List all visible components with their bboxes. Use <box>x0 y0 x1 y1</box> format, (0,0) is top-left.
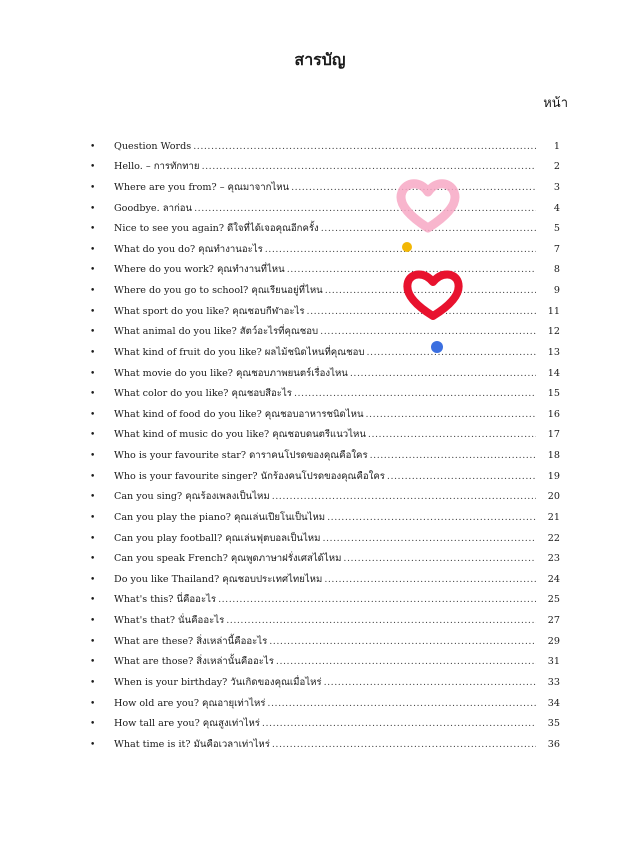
bullet-icon: • <box>90 574 96 585</box>
bullet-icon: • <box>90 182 96 193</box>
dot-leader <box>269 636 536 648</box>
toc-entry <box>90 215 560 236</box>
toc-entry <box>90 132 560 153</box>
bullet-icon: • <box>90 719 96 730</box>
toc-entry-page-number: 29 <box>547 635 560 647</box>
bullet-icon: • <box>90 512 96 523</box>
toc-entry <box>90 648 560 669</box>
toc-entry-page-number: 25 <box>547 594 560 606</box>
bullet-icon: • <box>90 616 96 626</box>
toc-entry-page-number: 4 <box>553 202 560 214</box>
toc-entry-title: Hello. – การทักทาย <box>114 161 200 173</box>
bullet-icon: • <box>90 306 96 317</box>
toc-entry-page-number: 7 <box>553 243 560 255</box>
toc-entry <box>90 380 560 401</box>
toc-entry <box>90 338 560 359</box>
toc-entry <box>90 318 560 339</box>
toc-entry-title: What are these? สิ่งเหล่านี้คืออะไร <box>114 635 268 647</box>
toc-entry <box>90 441 560 462</box>
toc-entry <box>90 689 560 710</box>
toc-entry-page-number: 11 <box>547 305 560 317</box>
bullet-icon: • <box>90 265 96 276</box>
toc-entry <box>90 359 560 380</box>
toc-entry-title: When is your birthday? วันเกิดของคุณเมื่อไหร่ <box>114 676 322 688</box>
toc-entry-page-number: 14 <box>547 367 560 379</box>
toc-entry-page-number: 8 <box>553 264 560 276</box>
toc-entry <box>90 297 560 318</box>
toc-entry-title: Do you like Thailand? คุณชอบประเทศไทยไหม <box>114 573 323 585</box>
toc-entry-title: What time is it? มันคือเวลาเท่าไหร่ <box>114 738 270 750</box>
toc-entry-page-number: 27 <box>547 615 560 626</box>
toc-entry-page-number: 33 <box>547 676 560 688</box>
bullet-icon: • <box>90 739 96 750</box>
toc-entry <box>90 483 560 504</box>
toc-entry-page-number: 1 <box>553 140 560 152</box>
toc-entry-title: What movie do you like? คุณชอบภาพยนตร์เรื่องไหน <box>114 367 348 379</box>
toc-entry-title: Who is your favourite singer? นักร้องคนโปรดของคุณคือใคร <box>114 470 385 482</box>
bullet-icon: • <box>90 451 96 461</box>
toc-entry <box>90 503 560 524</box>
toc-entry <box>90 235 560 256</box>
toc-entry-page-number: 35 <box>547 718 560 730</box>
bullet-icon: • <box>90 698 96 709</box>
toc-entry-title: Can you play the piano? คุณเล่นเปียโนเป็นไหม <box>114 511 326 523</box>
toc-entry <box>90 710 560 731</box>
bullet-icon: • <box>90 595 96 606</box>
dot-leader <box>366 347 536 359</box>
toc-entry <box>90 730 560 751</box>
toc-entry-title: What's this? นี่คืออะไร <box>114 594 217 606</box>
toc-entry <box>90 565 560 586</box>
toc-entry-page-number: 17 <box>547 429 560 441</box>
toc-entry-title: How tall are you? คุณสูงเท่าไหร่ <box>114 718 260 730</box>
toc-entry-page-number: 36 <box>547 738 560 750</box>
toc-entry-page-number: 18 <box>547 450 560 461</box>
toc-entry-title: What kind of music do you like? คุณชอบดนตรีแนวไหน <box>114 429 366 441</box>
red-heart-icon <box>402 266 464 322</box>
toc-entry-title: What do you do? คุณทำงานอะไร <box>114 243 263 255</box>
toc-entry-page-number: 12 <box>547 326 560 338</box>
bullet-icon: • <box>90 554 96 565</box>
toc-entry-page-number: 21 <box>547 511 560 523</box>
toc-entry <box>90 173 560 194</box>
dot-leader <box>194 203 536 215</box>
toc-entry-title: Question Words <box>114 140 192 152</box>
bullet-icon: • <box>90 471 96 482</box>
toc-entry-title: Nice to see you again? ดีใจที่ได้เจอคุณอีกครั้ง <box>114 223 319 235</box>
bullet-icon: • <box>90 677 96 688</box>
toc-entry-page-number: 3 <box>553 181 560 193</box>
dot-leader <box>327 512 536 524</box>
toc-entry-title: What kind of fruit do you like? ผลไม้ชนิดไหนที่คุณชอบ <box>114 346 365 358</box>
dot-leader <box>226 615 536 627</box>
dot-leader <box>387 471 536 483</box>
toc-entry-title: What animal do you like? สัตว์อะไรที่คุณชอบ <box>114 326 319 338</box>
toc-entry-title: Who is your favourite star? ดาราคนโปรดของคุณคือใคร <box>114 450 368 461</box>
dot-leader <box>272 739 536 751</box>
dot-leader <box>294 388 536 400</box>
toc-entry-title: What sport do you like? คุณชอบกีฬาอะไร <box>114 305 305 317</box>
toc-entry-page-number: 20 <box>547 491 560 503</box>
toc-entry-title: Where do you work? คุณทำงานที่ไหน <box>114 264 285 276</box>
bullet-icon: • <box>90 389 96 400</box>
page-column-header: หน้า <box>543 96 568 111</box>
toc-entry-page-number: 23 <box>547 553 560 565</box>
bullet-icon: • <box>90 492 96 503</box>
toc-entry <box>90 462 560 483</box>
dot-leader <box>320 326 536 338</box>
bullet-icon: • <box>90 533 96 544</box>
bullet-icon: • <box>90 224 96 235</box>
toc-entry <box>90 400 560 421</box>
toc-entry-page-number: 22 <box>547 532 560 544</box>
toc-entry-title: Goodbye. ลาก่อน <box>114 202 193 214</box>
toc-entry-page-number: 31 <box>547 656 560 668</box>
dot-leader <box>343 553 536 565</box>
bullet-icon: • <box>90 141 96 152</box>
toc-entry-title: What are those? สิ่งเหล่านั้นคืออะไร <box>114 656 274 668</box>
blue-dot-icon <box>430 340 444 354</box>
toc-entry-page-number: 24 <box>547 573 560 585</box>
toc-entry-page-number: 13 <box>547 346 560 358</box>
dot-leader <box>370 450 536 462</box>
toc-entry <box>90 627 560 648</box>
toc-entry <box>90 153 560 174</box>
table-of-contents <box>90 132 560 751</box>
toc-entry-page-number: 15 <box>547 388 560 400</box>
toc-entry-title: Where are you from? – คุณมาจากไหน <box>114 181 290 193</box>
toc-entry <box>90 606 560 627</box>
toc-entry-title: How old are you? คุณอายุเท่าไหร่ <box>114 697 266 709</box>
toc-entry-title: Can you play football? คุณเล่นฟุตบอลเป็นไหม <box>114 532 321 544</box>
toc-entry <box>90 421 560 442</box>
toc-entry <box>90 668 560 689</box>
bullet-icon: • <box>90 286 96 296</box>
bullet-icon: • <box>90 327 96 338</box>
yellow-dot-icon <box>401 241 413 253</box>
dot-leader <box>262 718 536 730</box>
dot-leader <box>366 409 537 421</box>
dot-leader <box>368 429 536 441</box>
toc-entry-page-number: 19 <box>547 470 560 482</box>
toc-entry-title: What's that? นั่นคืออะไร <box>114 615 225 626</box>
pink-heart-icon <box>396 176 460 234</box>
dot-leader <box>202 161 536 173</box>
toc-entry-page-number: 2 <box>553 161 560 173</box>
toc-entry <box>90 194 560 215</box>
toc-entry-title: What kind of food do you like? คุณชอบอาหารชนิดไหน <box>114 408 364 420</box>
toc-entry-title: Where do you go to school? คุณเรียนอยู่ที่ไหน <box>114 285 323 296</box>
dot-leader <box>324 574 536 586</box>
bullet-icon: • <box>90 409 96 420</box>
bullet-icon: • <box>90 244 96 255</box>
toc-entry <box>90 545 560 566</box>
bullet-icon: • <box>90 636 96 647</box>
bullet-icon: • <box>90 368 96 379</box>
toc-entry-title: What color do you like? คุณชอบสีอะไร <box>114 388 292 400</box>
toc-entry <box>90 276 560 297</box>
dot-leader <box>276 656 536 668</box>
toc-entry-title: Can you sing? คุณร้องเพลงเป็นไหม <box>114 491 270 503</box>
toc-entry-page-number: 5 <box>553 223 560 235</box>
dot-leader <box>193 141 536 153</box>
toc-entry-title: Can you speak French? คุณพูดภาษาฝรั่งเศสได้ไหม <box>114 553 342 565</box>
page-title: สารบัญ <box>294 50 346 69</box>
dot-leader <box>267 698 536 710</box>
bullet-icon: • <box>90 162 96 173</box>
bullet-icon: • <box>90 430 96 441</box>
bullet-icon: • <box>90 657 96 668</box>
dot-leader <box>350 368 536 380</box>
toc-entry <box>90 586 560 607</box>
toc-entry-page-number: 9 <box>553 285 560 296</box>
dot-leader <box>272 491 536 503</box>
dot-leader <box>218 594 536 606</box>
toc-entry-page-number: 34 <box>547 697 560 709</box>
toc-entry-page-number: 16 <box>547 408 560 420</box>
toc-entry <box>90 256 560 277</box>
dot-leader <box>322 533 536 545</box>
bullet-icon: • <box>90 347 96 358</box>
toc-entry <box>90 524 560 545</box>
bullet-icon: • <box>90 203 96 214</box>
dot-leader <box>324 677 536 689</box>
